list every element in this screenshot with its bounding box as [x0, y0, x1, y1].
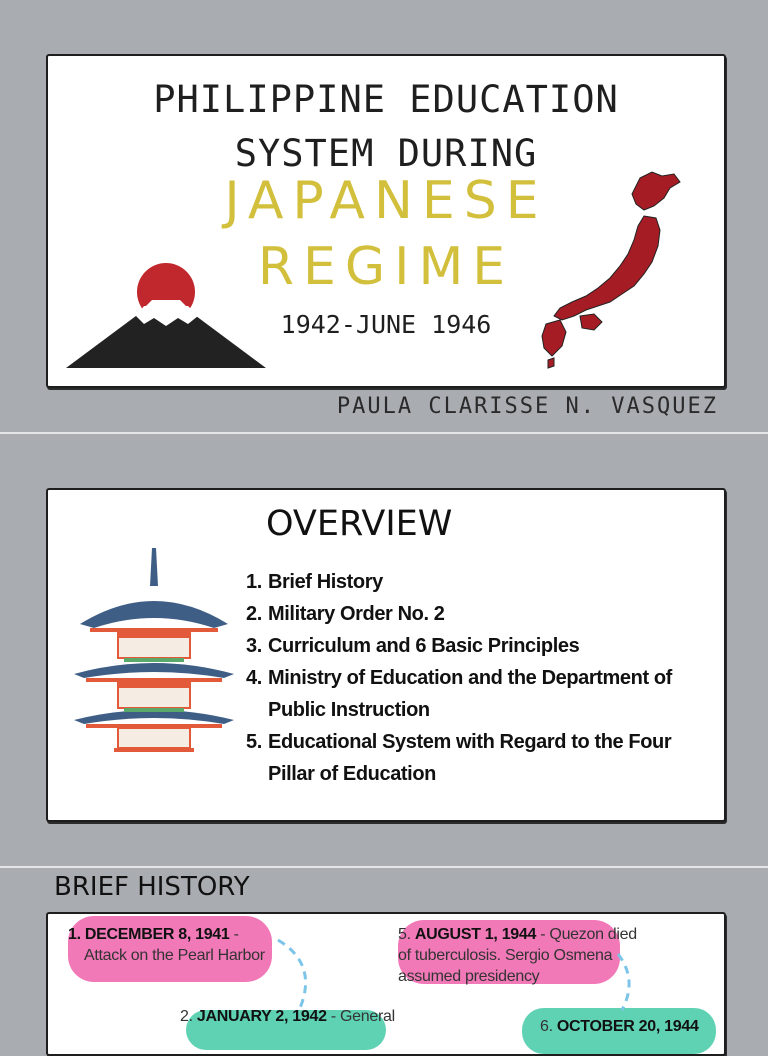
overview-title: OVERVIEW	[266, 504, 453, 544]
mount-fuji-icon	[66, 262, 266, 372]
timeline-event-6: 6. OCTOBER 20, 1944	[540, 1018, 699, 1035]
title-line-2: SYSTEM DURING	[234, 132, 538, 175]
overview-item: 2. Military Order No. 2	[246, 603, 445, 625]
years-subtitle: 1942-JUNE 1946	[280, 310, 492, 339]
highlight-line-1: JAPANESE	[224, 171, 548, 231]
title-card	[46, 54, 726, 388]
overview-item: 1. Brief History	[246, 571, 383, 593]
timeline-event-2: 2. JANUARY 2, 1942 - General	[180, 1008, 395, 1025]
highlight-line-2: REGIME	[257, 237, 515, 297]
overview-list	[246, 566, 696, 790]
overview-item: 5. Educational System with Regard to the Four Pillar of Education	[246, 731, 672, 785]
overview-item: 4. Ministry of Education and the Department of Public Instruction	[246, 667, 672, 721]
timeline-card	[46, 912, 726, 1056]
overview-card	[46, 488, 726, 822]
overview-slide	[0, 434, 768, 866]
author-name: PAULA CLARISSE N. VASQUEZ	[336, 394, 718, 419]
pagoda-icon	[74, 548, 234, 753]
title-slide	[0, 0, 768, 432]
title-line-1: PHILIPPINE EDUCATION	[153, 78, 619, 121]
overview-item: 3. Curriculum and 6 Basic Principles	[246, 635, 580, 657]
timeline-event-1: 1. DECEMBER 8, 1941 - Attack on the Pearl Harbor	[68, 926, 265, 964]
brief-history-title: BRIEF HISTORY	[54, 872, 250, 902]
japan-map-icon	[540, 170, 690, 370]
timeline-event-5: 5. AUGUST 1, 1944 - Quezon died of tuberculosis. Sergio Osmena assumed presidency	[398, 926, 637, 985]
